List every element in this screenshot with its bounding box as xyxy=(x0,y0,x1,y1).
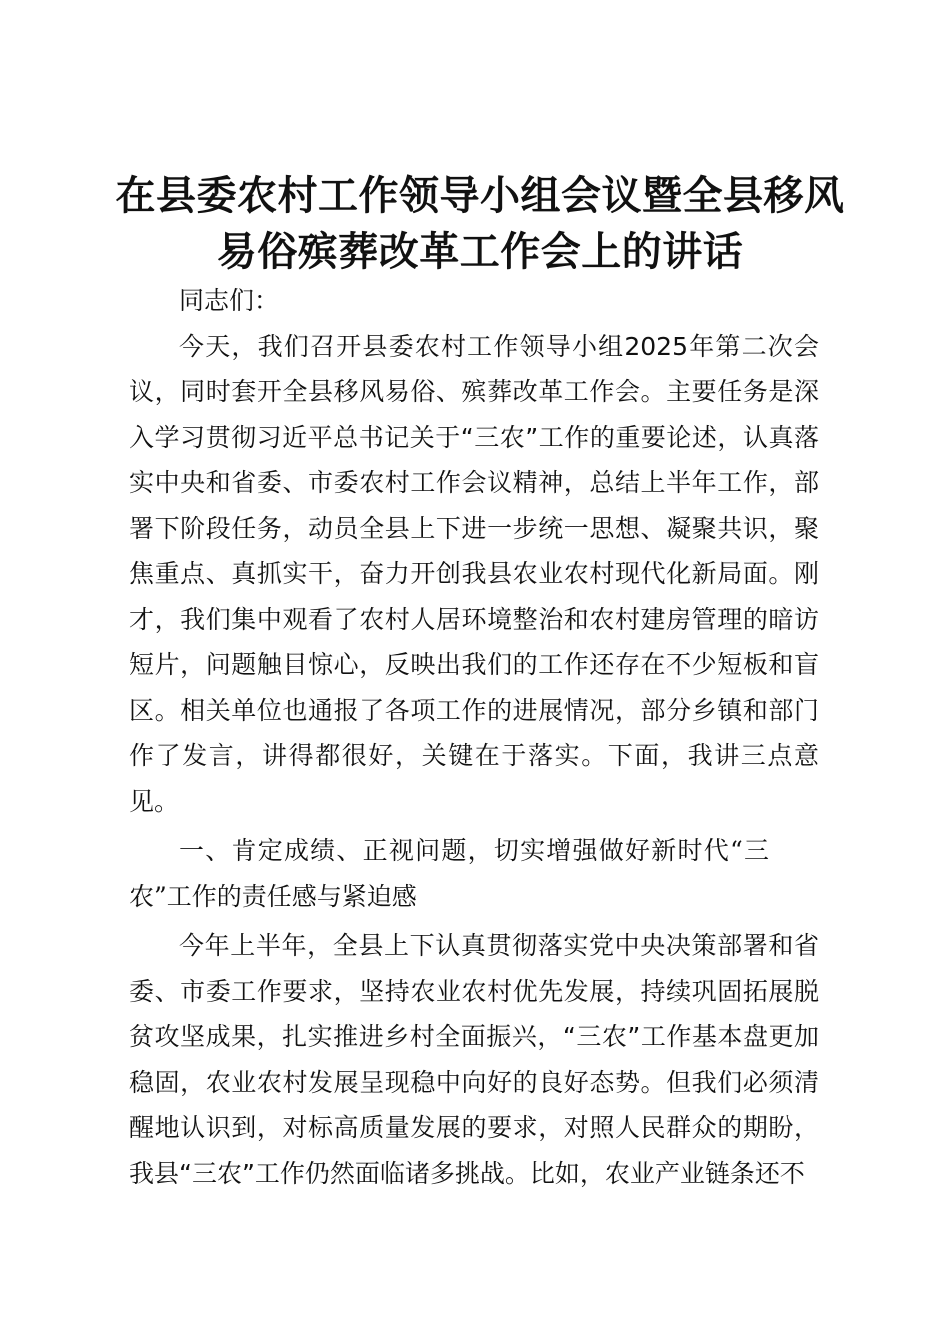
document-title: 在县委农村工作领导小组会议暨全县移风易俗殡葬改革工作会上的讲话 xyxy=(115,172,845,275)
section-heading-1: 一、肯定成绩、正视问题，切实增强做好新时代“三农”工作的责任感与紧迫感 xyxy=(129,836,769,911)
paragraph-section-1: 今年上半年，全县上下认真贯彻落实党中央决策部署和省委、市委工作要求，坚持农业农村优先发展，持续巩固拓展脱贫攻坚成果，扎实推进乡村全面振兴，“三农”工作基本盘更加稳固，农业农村发展呈现稳中向好的良好态势。但我们必须清醒地认识到，对标高质量发展的要求，对照人民群众的期盼，我县“三农”工作仍然面临诸多挑战。比如，农业产业链条还不 xyxy=(129,931,819,1188)
salutation: 同志们： xyxy=(179,286,280,315)
paragraph-intro: 今天，我们召开县委农村工作领导小组2025年第二次会议，同时套开全县移风易俗、殡葬改革工作会。主要任务是深入学习贯彻习近平总书记关于“三农”工作的重要论述，认真落实中央和省委、市委农村工作会议精神，总结上半年工作，部署下阶段任务，动员全县上下进一步统一思想、凝聚共识，聚焦重点、真抓实干，奋力开创我县农业农村现代化新局面。刚才，我们集中观看了农村人居环境整治和农村建房管理的暗访短片，问题触目惊心，反映出我们的工作还存在不少短板和盲区。相关单位也通报了各项工作的进展情况，部分乡镇和部门作了发言，讲得都很好，关键在于落实。下面，我讲三点意见。 xyxy=(129,331,819,816)
document-body xyxy=(129,278,819,1196)
